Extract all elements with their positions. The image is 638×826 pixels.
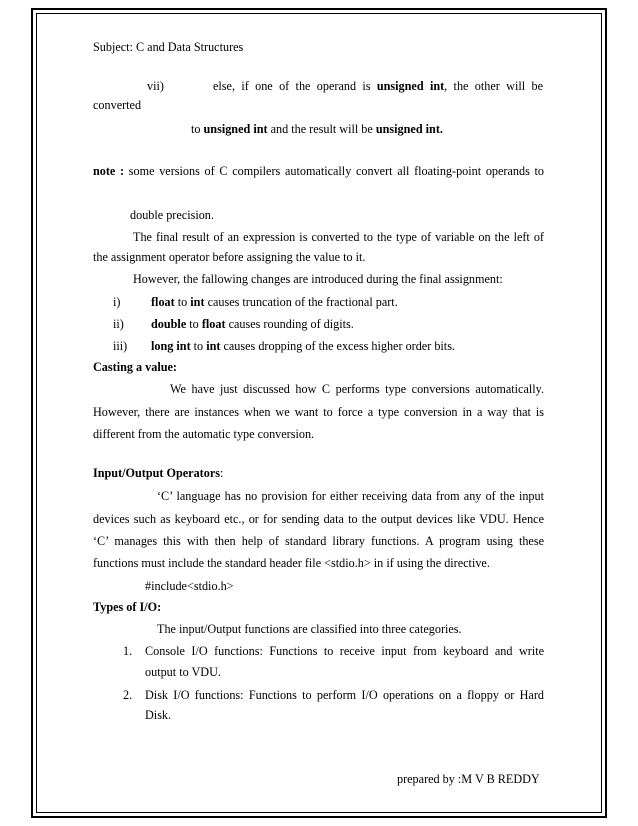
rule-vii-result-line: to unsigned int and the result will be unsigned int. <box>191 122 443 136</box>
final-result-line-2: the assignment operator before assigning the value to it. <box>93 250 366 264</box>
types-item-2-number: 2. <box>123 688 133 702</box>
types-item-2-line-1: Disk I/O functions: Functions to perform I/O operations on a floppy or Hard <box>145 688 544 702</box>
types-heading: Types of I/O: <box>93 600 162 614</box>
footer-author: prepared by :M V B REDDY <box>397 772 540 786</box>
final-result-line-3: However, the fallowing changes are introduced during the final assignment: <box>133 272 503 286</box>
casting-line-1: We have just discussed how C performs type conversions automatically. <box>170 382 544 396</box>
change-2-number: ii) <box>113 317 124 331</box>
io-line-2: devices such as keyboard etc., or for sending data to the output devices like VDU. Hence <box>93 512 544 526</box>
change-2-text: double to float causes rounding of digits. <box>151 317 354 331</box>
keyword-unsigned-int: unsigned int <box>376 79 445 93</box>
rule-vii-number: vii) <box>147 79 164 93</box>
note-line: note : some versions of C compilers automatically convert all floating-point operands to <box>93 164 544 178</box>
rule-vii-line: else, if one of the operand is unsigned int, the other will be <box>213 79 543 93</box>
note-label: note : <box>93 164 125 178</box>
note-continuation: double precision. <box>130 208 214 222</box>
change-3-text: long int to int causes dropping of the excess higher order bits. <box>151 339 455 353</box>
change-1-number: i) <box>113 295 121 309</box>
types-item-2-line-2: Disk. <box>145 708 172 722</box>
types-item-1-number: 1. <box>123 644 133 658</box>
types-item-1-line-2: output to VDU. <box>145 665 221 679</box>
casting-line-3: different from the automatic type conversion. <box>93 427 315 441</box>
subject-header: Subject: C and Data Structures <box>93 40 244 54</box>
change-3-number: iii) <box>113 339 128 353</box>
io-heading: Input/Output Operators: <box>93 466 224 480</box>
types-item-1-line-1: Console I/O functions: Functions to receive input from keyboard and write <box>145 644 544 658</box>
final-result-line-1: The final result of an expression is converted to the type of variable on the left of <box>133 230 544 244</box>
types-intro: The input/Output functions are classified into three categories. <box>157 622 462 636</box>
change-1-text: float to int causes truncation of the fractional part. <box>151 295 398 309</box>
io-line-3: ‘C’ manages this with then help of standard library functions. A program using these <box>93 534 544 548</box>
io-directive: #include<stdio.h> <box>145 579 234 593</box>
casting-line-2: However, there are instances when we want to force a type conversion in a way that is <box>93 405 544 419</box>
io-line-4: functions must include the standard header file <stdio.h> in if using the directive. <box>93 556 490 570</box>
casting-heading: Casting a value: <box>93 360 177 374</box>
rule-vii-continuation: converted <box>93 98 142 112</box>
io-line-1: ‘C’ language has no provision for either receiving data from any of the input <box>157 489 544 503</box>
